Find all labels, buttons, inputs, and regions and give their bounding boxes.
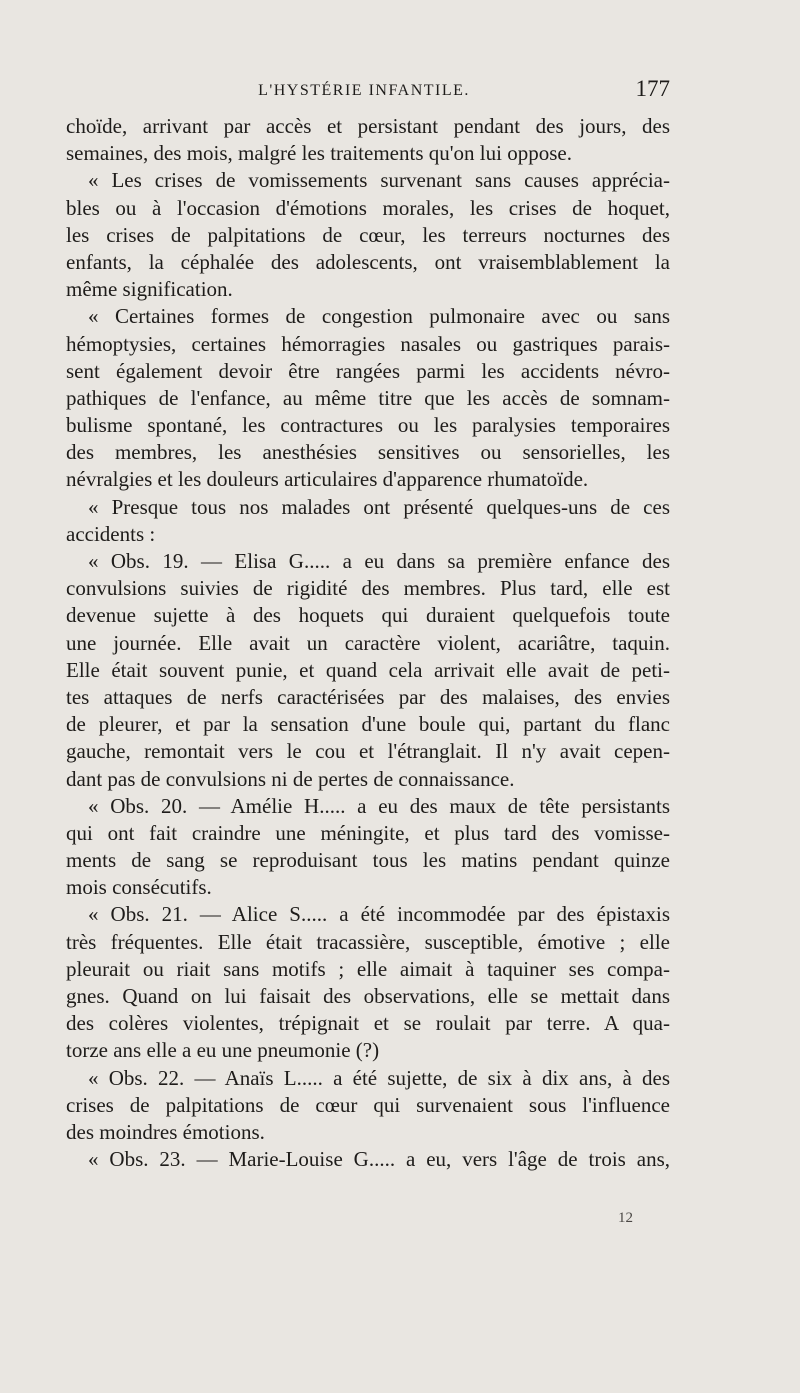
text-line: sent également devoir être rangées parmi les accidents névro- [66,358,670,383]
text-line: névralgies et les douleurs articulaires d'apparence rhumatoïde. [66,467,589,492]
text-line: semaines, des mois, malgré les traitements qu'on lui oppose. [66,141,572,166]
text-line: qui ont fait craindre une méningite, et plus tard des vomisse- [66,820,670,845]
text-line: « Obs. 23. — Marie-Louise G..... a eu, vers l'âge de trois ans, [88,1147,670,1172]
page-number: 177 [635,76,670,101]
text-line: bles ou à l'occasion d'émotions morales, les crises de hoquet, [66,195,670,220]
text-line: enfants, la céphalée des adolescents, ont vraisemblablement la [66,249,670,274]
running-title: L'HYSTÉRIE INFANTILE. [258,82,470,99]
text-line: des moindres émotions. [66,1119,265,1144]
text-line: dant pas de convulsions ni de pertes de connaissance. [66,766,515,791]
text-line: des membres, les anesthésies sensitives ou sensorielles, les [66,440,670,465]
text-line: « Les crises de vomissements survenant sans causes apprécia- [88,168,670,193]
text-line: devenue sujette à des hoquets qui duraient quelquefois toute [66,603,670,628]
text-line: crises de palpitations de cœur qui survenaient sous l'influence [66,1092,670,1117]
text-line: les crises de palpitations de cœur, les terreurs nocturnes des [66,222,670,247]
text-line: choïde, arrivant par accès et persistant pendant des jours, des [66,114,670,138]
text-line: « Obs. 22. — Anaïs L..... a été sujette, de six à dix ans, à des [88,1065,670,1090]
signature-mark: 12 [618,1210,633,1226]
text-line: torze ans elle a eu une pneumonie (?) [66,1038,380,1063]
text-line: bulisme spontané, les contractures ou les paralysies temporaires [66,413,670,438]
text-line: accidents : [66,521,156,546]
text-line: mois consécutifs. [66,875,212,900]
text-line: « Obs. 19. — Elisa G..... a eu dans sa première enfance des [88,549,670,573]
text-line: très fréquentes. Elle était tracassière, susceptible, émotive ; elle [66,929,670,954]
text-line: de pleurer, et par la sensation d'une boule qui, partant du flanc [66,712,670,737]
body-text [66,113,670,1173]
text-line: même signification. [66,277,233,302]
text-line: tes attaques de nerfs caractérisées par des malaises, des envies [66,684,670,709]
text-line: gnes. Quand on lui faisait des observations, elle se mettait dans [66,984,670,1008]
text-line: « Obs. 21. — Alice S..... a été incommodée par des épistaxis [88,902,670,927]
text-line: gauche, remontait vers le cou et l'étranglait. Il n'y avait cepen- [66,739,670,764]
text-line: ments de sang se reproduisant tous les matins pendant quinze [66,848,670,873]
page-header [66,76,670,102]
text-line: hémoptysies, certaines hémorragies nasales ou gastriques parais- [66,331,670,356]
text-line: convulsions suivies de rigidité des membres. Plus tard, elle est [66,576,670,601]
text-line: « Obs. 20. — Amélie H..... a eu des maux de tête persistants [88,793,670,818]
text-line: « Presque tous nos malades ont présenté quelques-uns de ces [88,494,670,519]
text-line: pathiques de l'enfance, au même titre que les accès de somnam- [66,385,670,410]
text-line: des colères violentes, trépignait et se roulait par terre. A qua- [66,1011,670,1036]
text-line: une journée. Elle avait un caractère violent, acariâtre, taquin. [66,630,670,655]
text-line: pleurait ou riait sans motifs ; elle aimait à taquiner ses compa- [66,956,670,981]
text-line: Elle était souvent punie, et quand cela arrivait elle avait de peti- [66,657,670,682]
text-line: « Certaines formes de congestion pulmonaire avec ou sans [88,304,670,329]
